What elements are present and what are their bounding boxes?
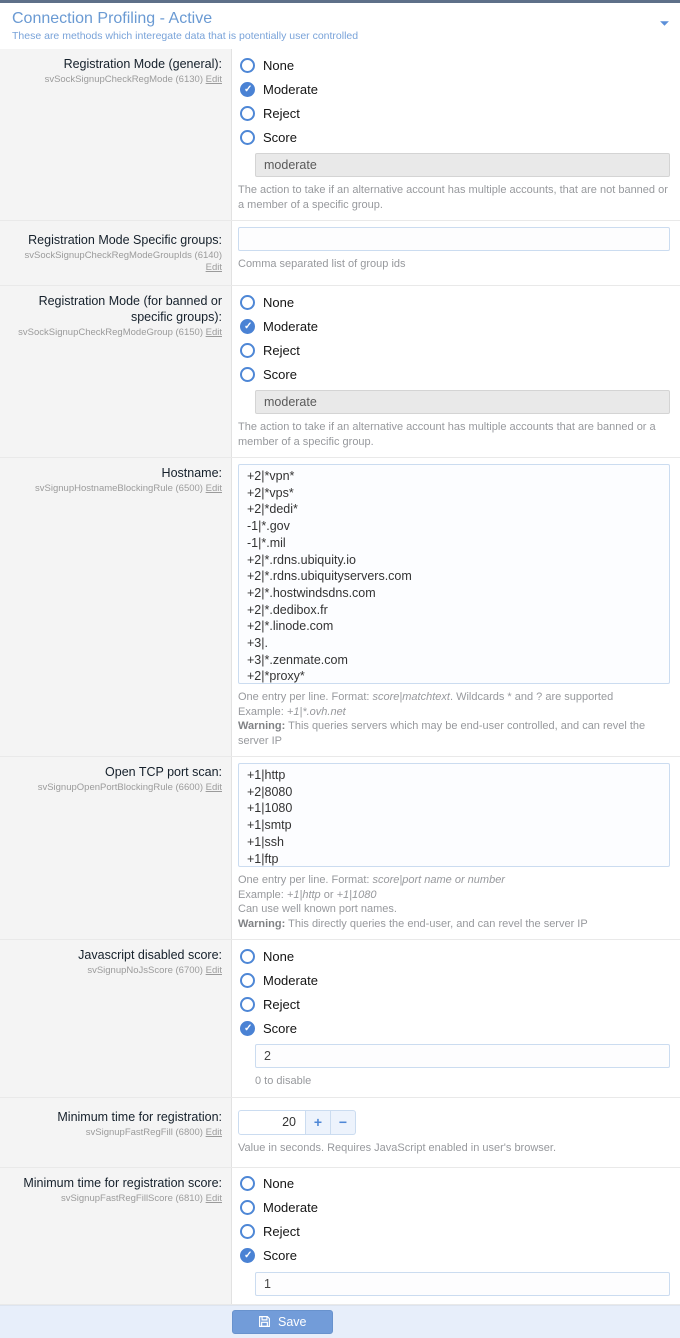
edit-link[interactable]: Edit bbox=[205, 782, 222, 793]
radio-label: Score bbox=[263, 129, 297, 145]
field-label: Hostname: bbox=[161, 466, 222, 480]
radio-moderate[interactable] bbox=[240, 318, 670, 334]
field-row-hostname bbox=[0, 458, 680, 757]
field-id bbox=[6, 782, 222, 794]
help-text: Comma separated list of group ids bbox=[238, 258, 406, 270]
option-id: svSignupNoJsScore (6700) bbox=[87, 965, 203, 976]
field-control-block bbox=[232, 458, 680, 756]
radio-reject[interactable] bbox=[240, 996, 670, 1012]
radio-icon bbox=[240, 367, 255, 382]
radio-score[interactable] bbox=[240, 129, 670, 145]
edit-link[interactable]: Edit bbox=[205, 1126, 222, 1138]
decrement-button[interactable]: − bbox=[331, 1110, 356, 1135]
panel-header bbox=[0, 3, 680, 49]
field-label-block bbox=[0, 286, 232, 457]
help-line-note: Can use well known port names. bbox=[238, 903, 397, 915]
save-button[interactable] bbox=[232, 1310, 333, 1334]
option-id: svSignupFastRegFillScore (6810) bbox=[60, 1192, 203, 1204]
help-line-warning: Warning: This directly queries the end-user, and can revel the server IP bbox=[238, 917, 588, 930]
field-id bbox=[6, 1127, 222, 1139]
radio-checked-icon bbox=[240, 319, 255, 334]
radio-label: None bbox=[263, 1176, 295, 1191]
field-id bbox=[6, 327, 222, 339]
field-label: Open TCP port scan: bbox=[105, 765, 222, 779]
edit-link[interactable]: Edit bbox=[205, 327, 222, 338]
field-id bbox=[6, 483, 222, 495]
port-rules-textarea[interactable] bbox=[238, 763, 670, 867]
radio-icon bbox=[240, 58, 255, 73]
radio-icon bbox=[240, 973, 255, 988]
radio-icon bbox=[240, 1176, 255, 1191]
field-row-nojs-score bbox=[0, 940, 680, 1098]
field-row-reg-mode-general bbox=[0, 49, 680, 221]
min-time-input[interactable] bbox=[238, 1110, 306, 1135]
page-subtitle: These are methods which interegate data that is potentially user controlled bbox=[12, 30, 359, 42]
radio-label: Reject bbox=[263, 996, 300, 1012]
radio-label: None bbox=[263, 948, 295, 964]
field-label: Registration Mode Specific groups: bbox=[28, 233, 222, 247]
radio-checked-icon bbox=[240, 1248, 255, 1263]
field-row-fast-reg-score bbox=[0, 1168, 680, 1305]
field-row-port-scan bbox=[0, 757, 680, 940]
field-label-block bbox=[0, 757, 232, 939]
help-text: The action to take if an alternative account has multiple accounts, that are not banned or a member of a specific group. bbox=[238, 184, 668, 211]
radio-score[interactable] bbox=[240, 1248, 670, 1264]
edit-link[interactable]: Edit bbox=[205, 1192, 222, 1204]
field-label: Javascript disabled score: bbox=[78, 948, 222, 962]
option-id: svSignupOpenPortBlockingRule (6600) bbox=[37, 782, 203, 793]
field-label: Registration Mode (for banned or specific groups): bbox=[38, 294, 222, 324]
help-line-example: Example: +1|*.ovh.net bbox=[238, 705, 346, 718]
radio-checked-icon bbox=[240, 82, 255, 97]
field-control-block bbox=[232, 940, 680, 1097]
radio-reject[interactable] bbox=[240, 105, 670, 121]
field-label-block bbox=[0, 49, 232, 220]
help-text: The action to take if an alternative account has multiple accounts that are banned or a member of a specific group. bbox=[238, 421, 656, 448]
hostname-rules-textarea[interactable] bbox=[238, 464, 670, 684]
help-line-warning: Warning: This queries servers which may be end-user controlled, and can revel the server IP bbox=[238, 720, 646, 747]
radio-icon bbox=[240, 343, 255, 358]
field-control-block bbox=[232, 1168, 680, 1304]
help-text bbox=[238, 690, 670, 748]
field-label-block bbox=[0, 458, 232, 756]
field-control-block bbox=[232, 49, 680, 220]
field-label: Minimum time for registration: bbox=[57, 1109, 222, 1124]
field-control-block bbox=[232, 286, 680, 457]
radio-icon bbox=[240, 130, 255, 145]
radio-moderate[interactable] bbox=[240, 972, 670, 988]
radio-label: Moderate bbox=[263, 81, 318, 97]
field-label: Registration Mode (general): bbox=[63, 57, 222, 71]
radio-icon bbox=[240, 106, 255, 121]
increment-button[interactable]: + bbox=[306, 1110, 331, 1135]
option-id: svSignupHostnameBlockingRule (6500) bbox=[35, 483, 203, 494]
radio-score[interactable] bbox=[240, 366, 670, 382]
option-id: svSignupFastRegFill (6800) bbox=[85, 1126, 203, 1138]
radio-label: Moderate bbox=[263, 318, 318, 334]
radio-label: Score bbox=[263, 1248, 297, 1263]
group-ids-input[interactable] bbox=[238, 227, 670, 251]
radio-label: None bbox=[263, 57, 295, 73]
radio-label: Moderate bbox=[263, 1200, 318, 1215]
field-row-reg-mode-groups bbox=[0, 221, 680, 286]
radio-label: Score bbox=[263, 1020, 297, 1036]
radio-label: None bbox=[263, 294, 295, 310]
field-label-block bbox=[0, 221, 232, 285]
field-control-block bbox=[232, 757, 680, 939]
radio-label: Reject bbox=[263, 1224, 300, 1239]
edit-link[interactable]: Edit bbox=[205, 74, 222, 85]
help-line-example: Example: +1|http or +1|1080 bbox=[238, 888, 377, 901]
field-label-block bbox=[0, 1168, 232, 1304]
option-id: svSockSignupCheckRegModeGroup (6150) bbox=[18, 327, 203, 338]
radio-reject[interactable] bbox=[240, 1224, 670, 1240]
help-line-format: One entry per line. Format: score|matchtext. Wildcards * and ? are supported bbox=[238, 691, 614, 703]
help-line-format: One entry per line. Format: score|port name or number bbox=[238, 874, 505, 886]
radio-label: Reject bbox=[263, 105, 300, 121]
help-text: Value in seconds. Requires JavaScript enabled in user's browser. bbox=[238, 1141, 557, 1154]
reg-mode-general-value-input bbox=[255, 153, 670, 177]
option-id: svSockSignupCheckRegMode (6130) bbox=[44, 74, 203, 85]
field-label-block bbox=[0, 940, 232, 1097]
number-stepper bbox=[238, 1110, 356, 1135]
radio-none[interactable] bbox=[240, 948, 670, 964]
field-row-reg-mode-banned bbox=[0, 286, 680, 458]
field-id bbox=[6, 1193, 222, 1205]
radio-moderate[interactable] bbox=[240, 1200, 670, 1216]
edit-link[interactable]: Edit bbox=[205, 965, 222, 976]
help-text bbox=[238, 873, 670, 931]
edit-link[interactable]: Edit bbox=[205, 483, 222, 494]
form-footer bbox=[0, 1305, 680, 1338]
radio-icon bbox=[240, 1224, 255, 1239]
field-label: Minimum time for registration score: bbox=[23, 1175, 222, 1190]
field-label-block bbox=[0, 1098, 232, 1167]
radio-none[interactable] bbox=[240, 1176, 670, 1192]
reg-mode-banned-value-input bbox=[255, 390, 670, 414]
field-control-block bbox=[232, 1098, 680, 1167]
edit-link[interactable]: Edit bbox=[205, 262, 222, 273]
save-icon bbox=[258, 1315, 271, 1328]
field-control-block bbox=[232, 221, 680, 285]
chevron-down-icon[interactable] bbox=[659, 16, 670, 27]
page-title: Connection Profiling - Active bbox=[12, 10, 213, 27]
nojs-score-input[interactable] bbox=[255, 1044, 670, 1068]
radio-icon bbox=[240, 997, 255, 1012]
radio-label: Reject bbox=[263, 342, 300, 358]
settings-form bbox=[0, 49, 680, 1305]
radio-icon bbox=[240, 949, 255, 964]
field-id bbox=[6, 965, 222, 977]
radio-none[interactable] bbox=[240, 57, 670, 73]
radio-none[interactable] bbox=[240, 294, 670, 310]
radio-reject[interactable] bbox=[240, 342, 670, 358]
radio-label: Score bbox=[263, 366, 297, 382]
field-row-fast-reg bbox=[0, 1098, 680, 1168]
radio-checked-icon bbox=[240, 1021, 255, 1036]
fast-reg-score-input[interactable] bbox=[255, 1272, 670, 1296]
radio-label: Moderate bbox=[263, 972, 318, 988]
radio-icon bbox=[240, 1200, 255, 1215]
option-id: svSockSignupCheckRegModeGroupIds (6140) bbox=[24, 250, 222, 261]
save-button-label: Save bbox=[278, 1314, 307, 1329]
radio-score[interactable] bbox=[240, 1020, 670, 1036]
field-id bbox=[6, 250, 222, 274]
field-id bbox=[6, 74, 222, 86]
radio-icon bbox=[240, 295, 255, 310]
help-text: 0 to disable bbox=[255, 1075, 312, 1087]
radio-moderate[interactable] bbox=[240, 81, 670, 97]
